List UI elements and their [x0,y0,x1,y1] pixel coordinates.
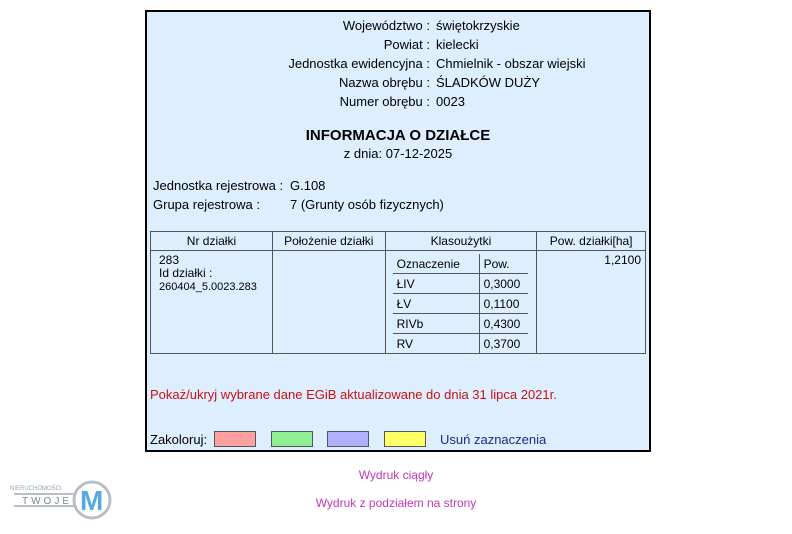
colorize-toolbar [150,432,547,447]
id-dzialki-label: Id działki : [159,266,213,280]
parcel-info-panel [145,10,651,452]
logo-top-text: NIERUCHOMOŚCI [10,486,62,492]
print-continuous-link[interactable]: Wydruk ciągły [358,468,434,482]
header-powierzchnia: Pow. działki[ha] [537,232,646,251]
page-title: INFORMACJA O DZIAŁCE [305,127,491,144]
header-pow: Pow. [479,254,528,274]
color-swatch-green[interactable] [271,431,313,447]
jednostka-row [147,54,649,73]
obreb-nazwa-row [147,73,649,92]
nr-dzialki-cell [151,251,273,354]
powiat-value: kielecki [436,37,479,52]
colorize-label: Zakoloruj: [150,432,208,447]
jednostka-value: Chmielnik - obszar wiejski [436,56,586,71]
obreb-numer-row [147,92,649,111]
obreb-numer-value: 0023 [436,94,465,109]
toggle-egib-data-link[interactable]: Pokaż/ukryj wybrane dane EGiB aktualizowane do dnia 31 lipca 2021r. [150,387,557,402]
pow-value: 0,3700 [483,336,521,351]
color-swatch-yellow[interactable] [384,431,426,447]
oznaczenie-value: RV [393,334,480,354]
powiat-row [147,35,649,54]
key-logo-icon [8,480,112,520]
logo-letter: M [80,485,104,516]
print-paged-link[interactable]: Wydruk z podziałem na strony [315,496,477,510]
grupa-rejestrowa-row [153,197,444,212]
nr-dzialki-value: 283 [159,253,180,267]
list-item [393,314,528,334]
obreb-nazwa-label: Nazwa obrębu : [338,75,430,90]
header-polozenie: Położenie działki [272,232,385,251]
jednostka-rejestrowa-value: G.108 [290,178,326,193]
color-swatch-red[interactable] [214,431,256,447]
header-klasouzytki: Klasoużytki [385,232,537,251]
logo-bottom-text: TWOJE [22,496,72,507]
parcel-table-header [151,232,646,251]
wojewodztwo-value: świętokrzyskie [436,18,520,33]
list-item [393,294,528,314]
obreb-nazwa-value: ŚLADKÓW DUŻY [436,75,541,90]
header-nr-dzialki: Nr działki [151,232,273,251]
parcel-table [150,231,646,354]
oznaczenie-value: ŁV [393,294,480,314]
jednostka-rejestrowa-row [153,178,326,193]
wojewodztwo-row [147,16,649,35]
powierzchnia-value: 1,2100 [537,251,646,354]
powiat-label: Powiat : [383,37,430,52]
id-dzialki-value: 260404_5.0023.283 [159,281,257,293]
oznaczenie-value: RIVb [393,314,480,334]
jednostka-rejestrowa-label: Jednostka rejestrowa : [153,178,284,193]
pow-value: 0,4300 [479,314,528,334]
header-oznaczenie: Oznaczenie [393,254,480,274]
grupa-rejestrowa-value: 7 (Grunty osób fizycznych) [290,197,444,212]
table-row [151,251,646,354]
klasouzytki-cell [385,251,537,354]
brand-logo [8,480,112,520]
jednostka-label: Jednostka ewidencyjna : [288,56,430,71]
polozenie-cell [272,251,385,354]
pow-value: 0,1100 [479,294,528,314]
report-date: z dnia: 07-12-2025 [343,146,453,161]
color-swatch-blue[interactable] [327,431,369,447]
wojewodztwo-label: Województwo : [342,18,430,33]
list-item [393,334,528,354]
clear-selection-link[interactable]: Usuń zaznaczenia [440,432,547,447]
oznaczenie-value: ŁIV [393,274,480,294]
grupa-rejestrowa-label: Grupa rejestrowa : [153,197,260,212]
obreb-numer-label: Numer obrębu : [339,94,430,109]
klasouzytki-table [393,254,528,353]
pow-value: 0,3000 [479,274,528,294]
list-item [393,274,528,294]
klasouzytki-header [393,254,528,274]
